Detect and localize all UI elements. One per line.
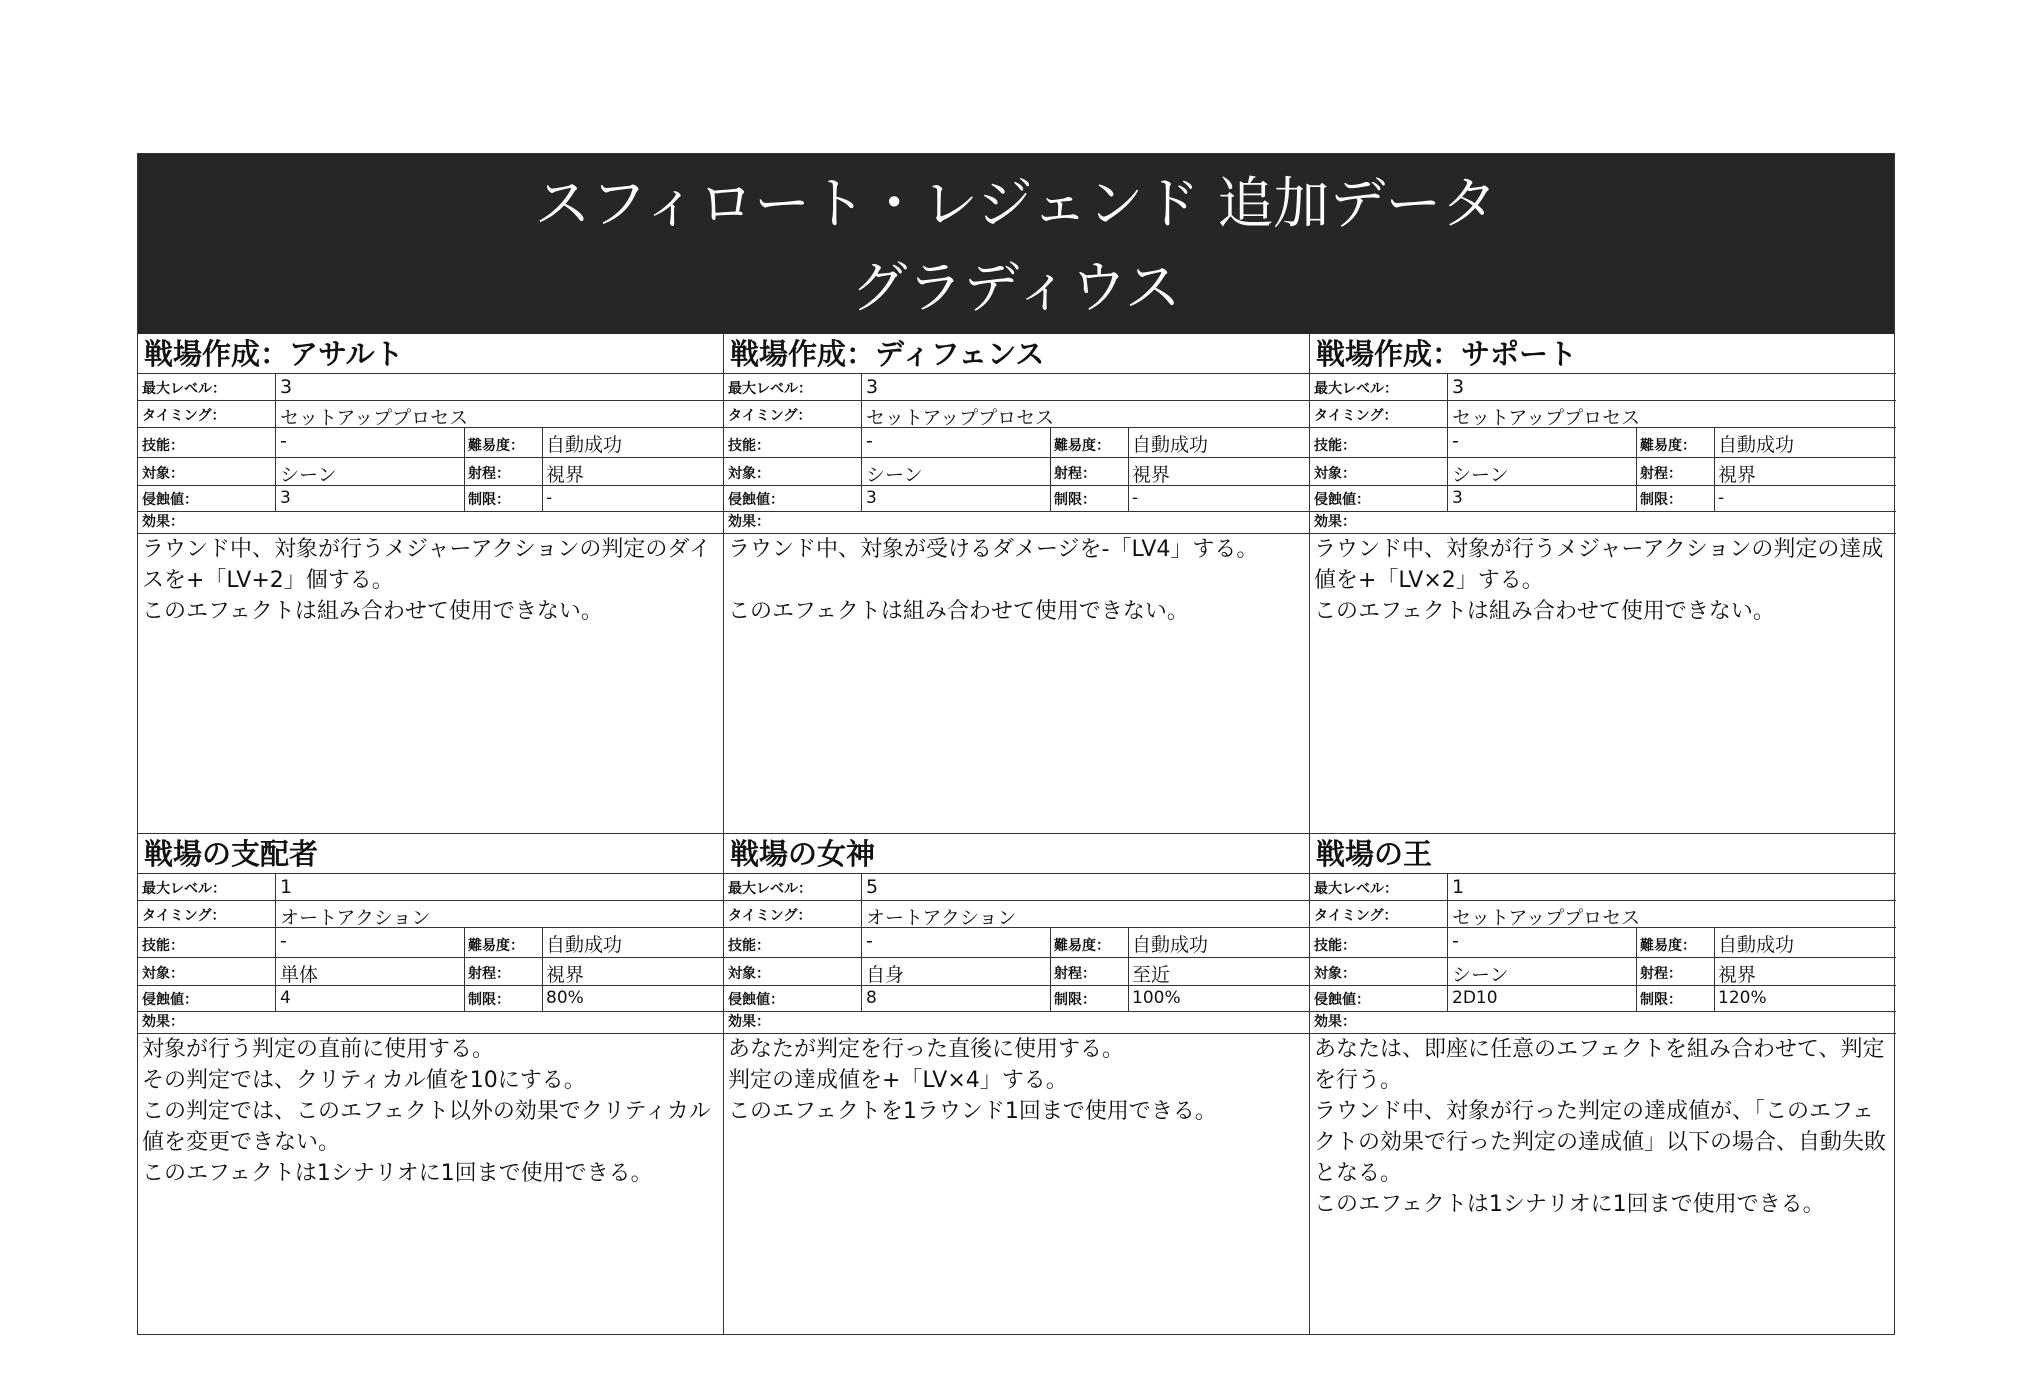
limit-value: 100% (1132, 988, 1181, 1008)
effect-label-row (1310, 1012, 1896, 1034)
range-value: 視界 (546, 464, 585, 486)
effect-text: ラウンド中、対象が行うメジャーアクションの判定のダイスを+「LV+2」個する。 このエフェクトは組み合わせて使用できない。 (142, 537, 711, 624)
limit-value: 120% (1718, 988, 1767, 1008)
effect-text: ラウンド中、対象が受けるダメージを-「LV4」する。 このエフェクトは組み合わせて使用できない。 (728, 537, 1259, 624)
skill-value: - (866, 430, 873, 452)
range-label: 射程： (468, 466, 510, 482)
limit-value: - (1132, 488, 1139, 508)
target-row (138, 958, 723, 986)
max-level-row (138, 374, 723, 401)
timing-label: タイミング： (1314, 408, 1398, 424)
skill-label: 技能： (728, 938, 770, 954)
target-value: 単体 (280, 964, 319, 986)
target-label: 対象： (728, 466, 770, 482)
difficulty-value: 自動成功 (1132, 934, 1209, 956)
range-value: 視界 (1132, 464, 1171, 486)
max-level-label: 最大レベル： (728, 881, 812, 897)
erosion-row (1310, 486, 1896, 512)
limit-label: 制限： (468, 992, 510, 1008)
max-level-label: 最大レベル： (728, 381, 812, 397)
timing-row (724, 901, 1309, 928)
limit-label: 制限： (1054, 992, 1096, 1008)
target-row (724, 958, 1309, 986)
skill-label: 技能： (142, 438, 184, 454)
effect-card (138, 834, 724, 1334)
page-subtitle: グラディウス (851, 256, 1181, 321)
limit-label: 制限： (468, 492, 510, 508)
effect-label: 効果： (728, 514, 770, 530)
target-row (1310, 458, 1896, 486)
card-title: 戦場の王 (1310, 834, 1896, 874)
effect-label: 効果： (1314, 1014, 1356, 1030)
timing-row (138, 401, 723, 428)
effect-label-row (138, 1012, 723, 1034)
max-level-row (138, 874, 723, 901)
erosion-label: 侵蝕値： (1314, 992, 1370, 1008)
target-label: 対象： (142, 466, 184, 482)
range-label: 射程： (468, 966, 510, 982)
erosion-label: 侵蝕値： (142, 492, 198, 508)
erosion-row (1310, 986, 1896, 1012)
effect-label-row (138, 512, 723, 534)
skill-label: 技能： (728, 438, 770, 454)
difficulty-label: 難易度： (1054, 938, 1110, 954)
timing-label: タイミング： (1314, 908, 1398, 924)
erosion-row (138, 486, 723, 512)
difficulty-label: 難易度： (1054, 438, 1110, 454)
difficulty-value: 自動成功 (546, 434, 623, 456)
erosion-label: 侵蝕値： (142, 992, 198, 1008)
target-label: 対象： (142, 966, 184, 982)
timing-value: セットアッププロセス (1452, 407, 1641, 429)
effect-label-row (724, 1012, 1309, 1034)
timing-row (724, 401, 1309, 428)
limit-label: 制限： (1640, 492, 1682, 508)
skill-value: - (1452, 930, 1459, 952)
difficulty-label: 難易度： (1640, 438, 1696, 454)
effect-row-bottom (138, 834, 1894, 1334)
effect-card (1310, 834, 1896, 1334)
timing-value: セットアッププロセス (1452, 907, 1641, 929)
timing-value: オートアクション (866, 907, 1017, 929)
timing-row (1310, 401, 1896, 428)
skill-value: - (280, 930, 287, 952)
target-value: シーン (866, 464, 923, 486)
effect-label: 効果： (142, 1014, 184, 1030)
effect-label: 効果： (728, 1014, 770, 1030)
target-value: シーン (1452, 964, 1509, 986)
max-level-row (724, 874, 1309, 901)
timing-value: セットアッププロセス (866, 407, 1055, 429)
effect-card (724, 834, 1310, 1334)
effect-card (138, 334, 724, 834)
max-level-row (724, 374, 1309, 401)
limit-label: 制限： (1640, 992, 1682, 1008)
difficulty-value: 自動成功 (1132, 434, 1209, 456)
range-value: 視界 (1718, 964, 1757, 986)
max-level-label: 最大レベル： (1314, 881, 1398, 897)
effect-text: ラウンド中、対象が行うメジャーアクションの判定の達成値を+「LV×2」する。 このエフェクトは組み合わせて使用できない。 (1314, 537, 1884, 624)
erosion-label: 侵蝕値： (728, 492, 784, 508)
skill-row (138, 928, 723, 958)
skill-label: 技能： (142, 938, 184, 954)
max-level-value: 3 (866, 376, 879, 398)
skill-row (1310, 928, 1896, 958)
effect-text: あなたは、即座に任意のエフェクトを組み合わせて、判定を行う。 ラウンド中、対象が行った判定の達成値が、「このエフェクトの効果で行った判定の達成値」以下の場合、自動失敗となる。 このエフェクトは1シナリオに1回まで使用できる。 (1314, 1037, 1887, 1217)
limit-value: - (546, 488, 553, 508)
timing-label: タイミング： (142, 408, 226, 424)
erosion-label: 侵蝕値： (728, 992, 784, 1008)
card-title: 戦場の支配者 (138, 834, 723, 874)
range-label: 射程： (1640, 966, 1682, 982)
timing-label: タイミング： (728, 408, 812, 424)
skill-row (724, 928, 1309, 958)
max-level-row (1310, 374, 1896, 401)
target-row (724, 458, 1309, 486)
target-value: シーン (280, 464, 337, 486)
skill-value: - (1452, 430, 1459, 452)
max-level-value: 1 (280, 876, 293, 898)
range-value: 至近 (1132, 964, 1171, 986)
effect-label-row (724, 512, 1309, 534)
difficulty-value: 自動成功 (1718, 434, 1795, 456)
effect-card (724, 334, 1310, 834)
difficulty-label: 難易度： (1640, 938, 1696, 954)
difficulty-label: 難易度： (468, 938, 524, 954)
limit-value: 80% (546, 988, 584, 1008)
erosion-value: 3 (280, 488, 291, 508)
erosion-label: 侵蝕値： (1314, 492, 1370, 508)
timing-label: タイミング： (142, 908, 226, 924)
range-value: 視界 (546, 964, 585, 986)
range-label: 射程： (1054, 966, 1096, 982)
card-title: 戦場作成：アサルト (138, 334, 723, 374)
effect-label: 効果： (142, 514, 184, 530)
erosion-row (138, 986, 723, 1012)
timing-value: セットアッププロセス (280, 407, 469, 429)
target-label: 対象： (728, 966, 770, 982)
max-level-row (1310, 874, 1896, 901)
target-row (1310, 958, 1896, 986)
skill-value: - (866, 930, 873, 952)
card-title: 戦場の女神 (724, 834, 1309, 874)
timing-row (138, 901, 723, 928)
erosion-value: 8 (866, 988, 877, 1008)
target-label: 対象： (1314, 466, 1356, 482)
skill-value: - (280, 430, 287, 452)
data-sheet (137, 153, 1895, 1335)
difficulty-value: 自動成功 (1718, 934, 1795, 956)
effect-text: 対象が行う判定の直前に使用する。 その判定では、クリティカル値を10にする。 この判定では、このエフェクト以外の効果でクリティカル値を変更できない。 このエフェクトは1シナリオに1回まで使用できる。 (142, 1037, 711, 1186)
max-level-value: 5 (866, 876, 879, 898)
max-level-label: 最大レベル： (142, 381, 226, 397)
max-level-label: 最大レベル： (1314, 381, 1398, 397)
max-level-label: 最大レベル： (142, 881, 226, 897)
target-row (138, 458, 723, 486)
range-label: 射程： (1640, 466, 1682, 482)
max-level-value: 3 (280, 376, 293, 398)
erosion-value: 4 (280, 988, 291, 1008)
skill-label: 技能： (1314, 438, 1356, 454)
erosion-value: 2D10 (1452, 988, 1498, 1008)
timing-row (1310, 901, 1896, 928)
header-banner (138, 154, 1894, 334)
skill-row (138, 428, 723, 458)
limit-label: 制限： (1054, 492, 1096, 508)
limit-value: - (1718, 488, 1725, 508)
effect-row-top (138, 334, 1894, 834)
difficulty-value: 自動成功 (546, 934, 623, 956)
max-level-value: 1 (1452, 876, 1465, 898)
effect-label: 効果： (1314, 514, 1356, 530)
range-value: 視界 (1718, 464, 1757, 486)
target-value: シーン (1452, 464, 1509, 486)
difficulty-label: 難易度： (468, 438, 524, 454)
target-label: 対象： (1314, 966, 1356, 982)
max-level-value: 3 (1452, 376, 1465, 398)
effect-card (1310, 334, 1896, 834)
skill-label: 技能： (1314, 938, 1356, 954)
range-label: 射程： (1054, 466, 1096, 482)
skill-row (724, 428, 1309, 458)
page-title: スフィロート・レジェンド 追加データ (534, 172, 1498, 237)
erosion-value: 3 (866, 488, 877, 508)
skill-row (1310, 428, 1896, 458)
erosion-value: 3 (1452, 488, 1463, 508)
erosion-row (724, 986, 1309, 1012)
timing-label: タイミング： (728, 908, 812, 924)
erosion-row (724, 486, 1309, 512)
target-value: 自身 (866, 964, 905, 986)
timing-value: オートアクション (280, 907, 431, 929)
effect-text: あなたが判定を行った直後に使用する。 判定の達成値を+「LV×4」する。 このエフェクトを1ラウンド1回まで使用できる。 (728, 1037, 1217, 1124)
effect-label-row (1310, 512, 1896, 534)
card-title: 戦場作成：ディフェンス (724, 334, 1309, 374)
card-title: 戦場作成：サポート (1310, 334, 1896, 374)
